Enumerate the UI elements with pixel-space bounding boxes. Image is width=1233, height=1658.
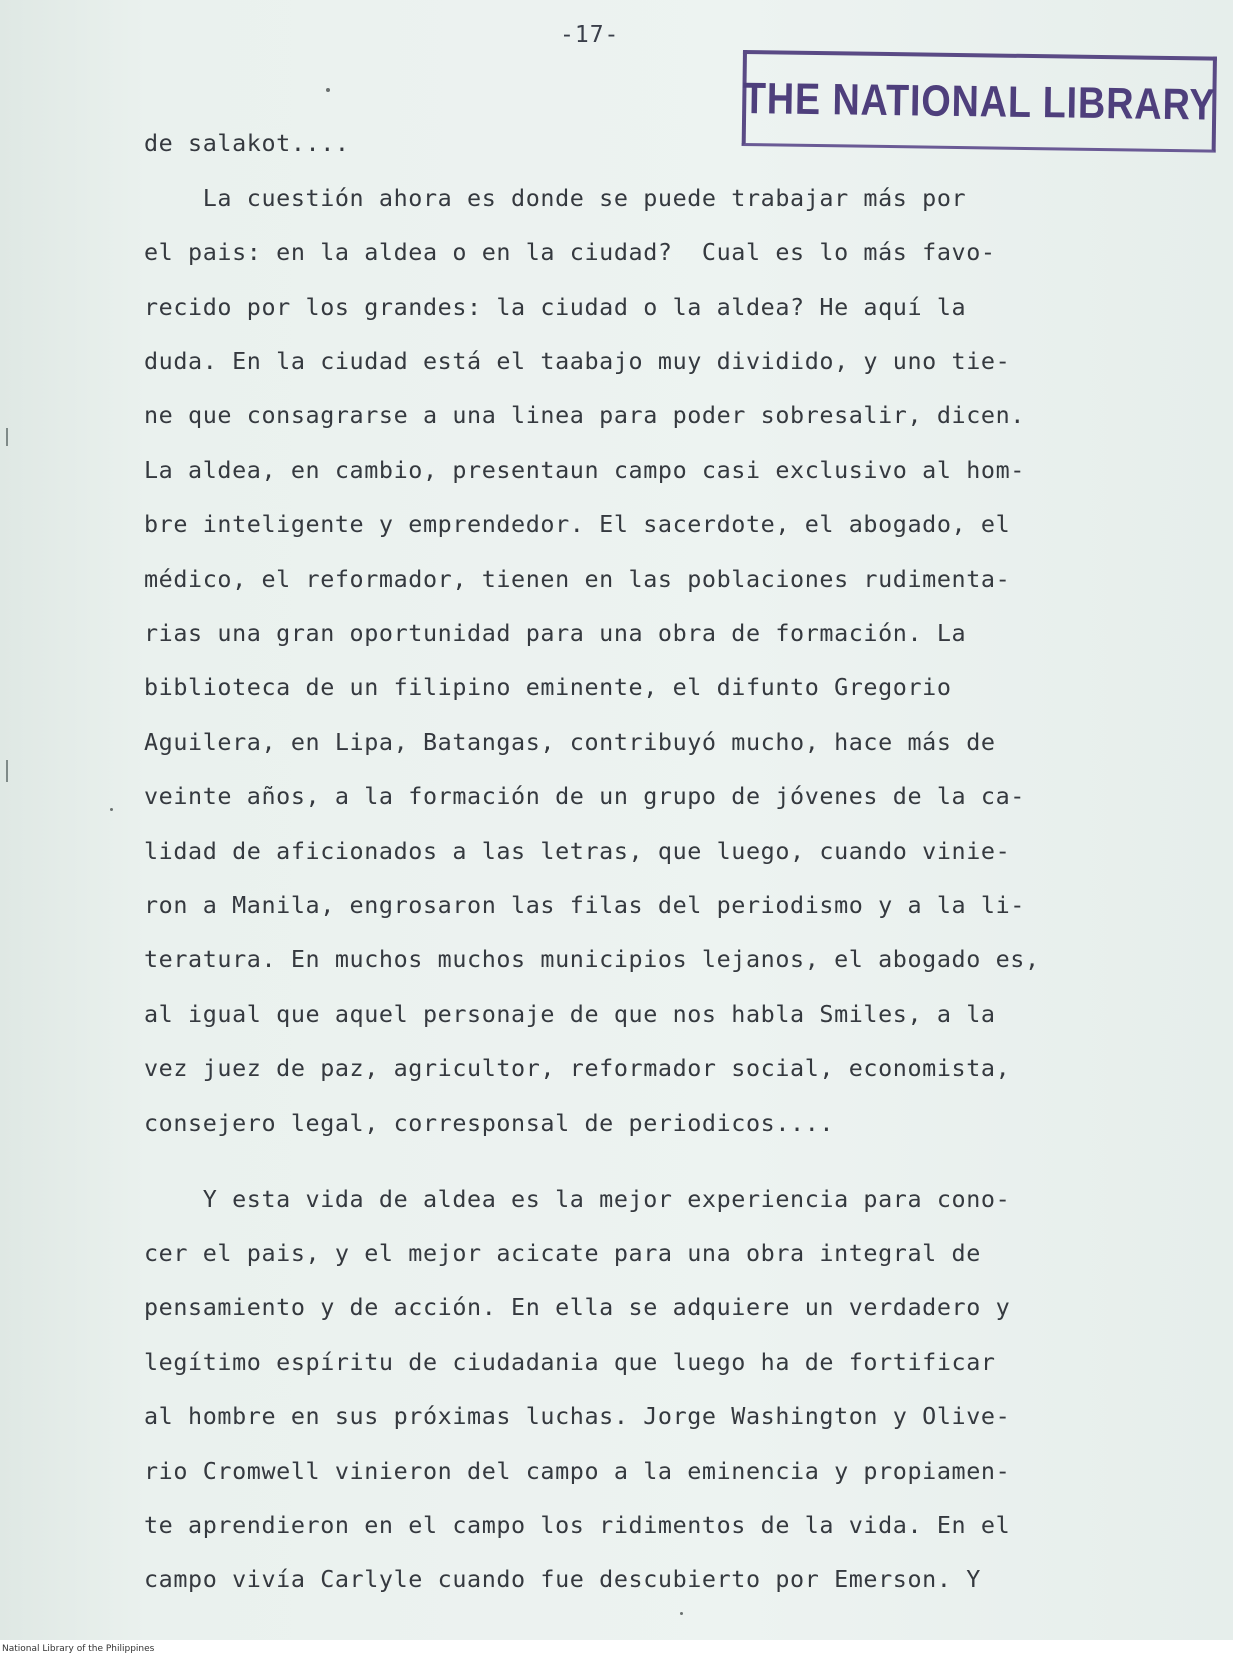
ink-speck — [680, 1612, 683, 1615]
text-line: teratura. En muchos muchos municipios lejanos, el abogado es, — [144, 945, 1040, 973]
text-line: La cuestión ahora es donde se puede trabajar más por — [144, 184, 967, 212]
text-line: duda. En la ciudad está el taabajo muy dividido, y uno tie- — [144, 347, 1011, 375]
text-line: legítimo espíritu de ciudadania que luego ha de fortificar — [144, 1348, 996, 1376]
text-line: veinte años, a la formación de un grupo de jóvenes de la ca- — [144, 782, 1025, 810]
page-edge-mark — [6, 428, 8, 446]
text-line: consejero legal, corresponsal de periodicos.... — [144, 1109, 835, 1137]
text-line: La aldea, en cambio, presentaun campo casi exclusivo al hom- — [144, 456, 1025, 484]
library-stamp — [742, 50, 1217, 153]
footer — [0, 1640, 1233, 1658]
text-line: vez juez de paz, agricultor, reformador social, economista, — [144, 1054, 1011, 1082]
page-edge-mark — [6, 760, 8, 782]
text-line: lidad de aficionados a las letras, que luego, cuando vinie- — [144, 837, 1011, 865]
text-line: pensamiento y de acción. En ella se adquiere un verdadero y — [144, 1293, 1011, 1321]
text-line: al igual que aquel personaje de que nos habla Smiles, a la — [144, 1000, 996, 1028]
text-line: al hombre en sus próximas luchas. Jorge Washington y Olive- — [144, 1402, 1011, 1430]
text-line: Y esta vida de aldea es la mejor experiencia para cono- — [144, 1185, 1011, 1213]
text-line: te aprendieron en el campo los ridimentos de la vida. En el — [144, 1511, 1011, 1539]
text-line: bre inteligente y emprendedor. El sacerdote, el abogado, el — [144, 510, 1011, 538]
text-line: ne que consagrarse a una linea para poder sobresalir, dicen. — [144, 401, 1025, 429]
text-line: biblioteca de un filipino eminente, el difunto Gregorio — [144, 673, 952, 701]
library-stamp-text: THE NATIONAL LIBRARY — [742, 73, 1216, 130]
ink-speck — [110, 808, 113, 811]
text-line: recido por los grandes: la ciudad o la aldea? He aquí la — [144, 293, 967, 321]
text-line: rias una gran oportunidad para una obra de formación. La — [144, 619, 967, 647]
text-line: campo vivía Carlyle cuando fue descubierto por Emerson. Y — [144, 1565, 981, 1593]
text-line: el pais: en la aldea o en la ciudad? Cual es lo más favo- — [144, 238, 996, 266]
ink-speck — [326, 88, 330, 92]
text-line: cer el pais, y el mejor acicate para una obra integral de — [144, 1239, 981, 1267]
text-line: rio Cromwell vinieron del campo a la eminencia y propiamen- — [144, 1457, 1011, 1485]
text-line: médico, el reformador, tienen en las poblaciones rudimenta- — [144, 565, 1011, 593]
page-number: -17- — [560, 22, 620, 48]
text-line: Aguilera, en Lipa, Batangas, contribuyó mucho, hace más de — [144, 728, 996, 756]
footer-credit: National Library of the Philippines — [2, 1644, 155, 1654]
text-line: de salakot.... — [144, 129, 350, 157]
text-line: ron a Manila, engrosaron las filas del periodismo y a la li- — [144, 891, 1025, 919]
